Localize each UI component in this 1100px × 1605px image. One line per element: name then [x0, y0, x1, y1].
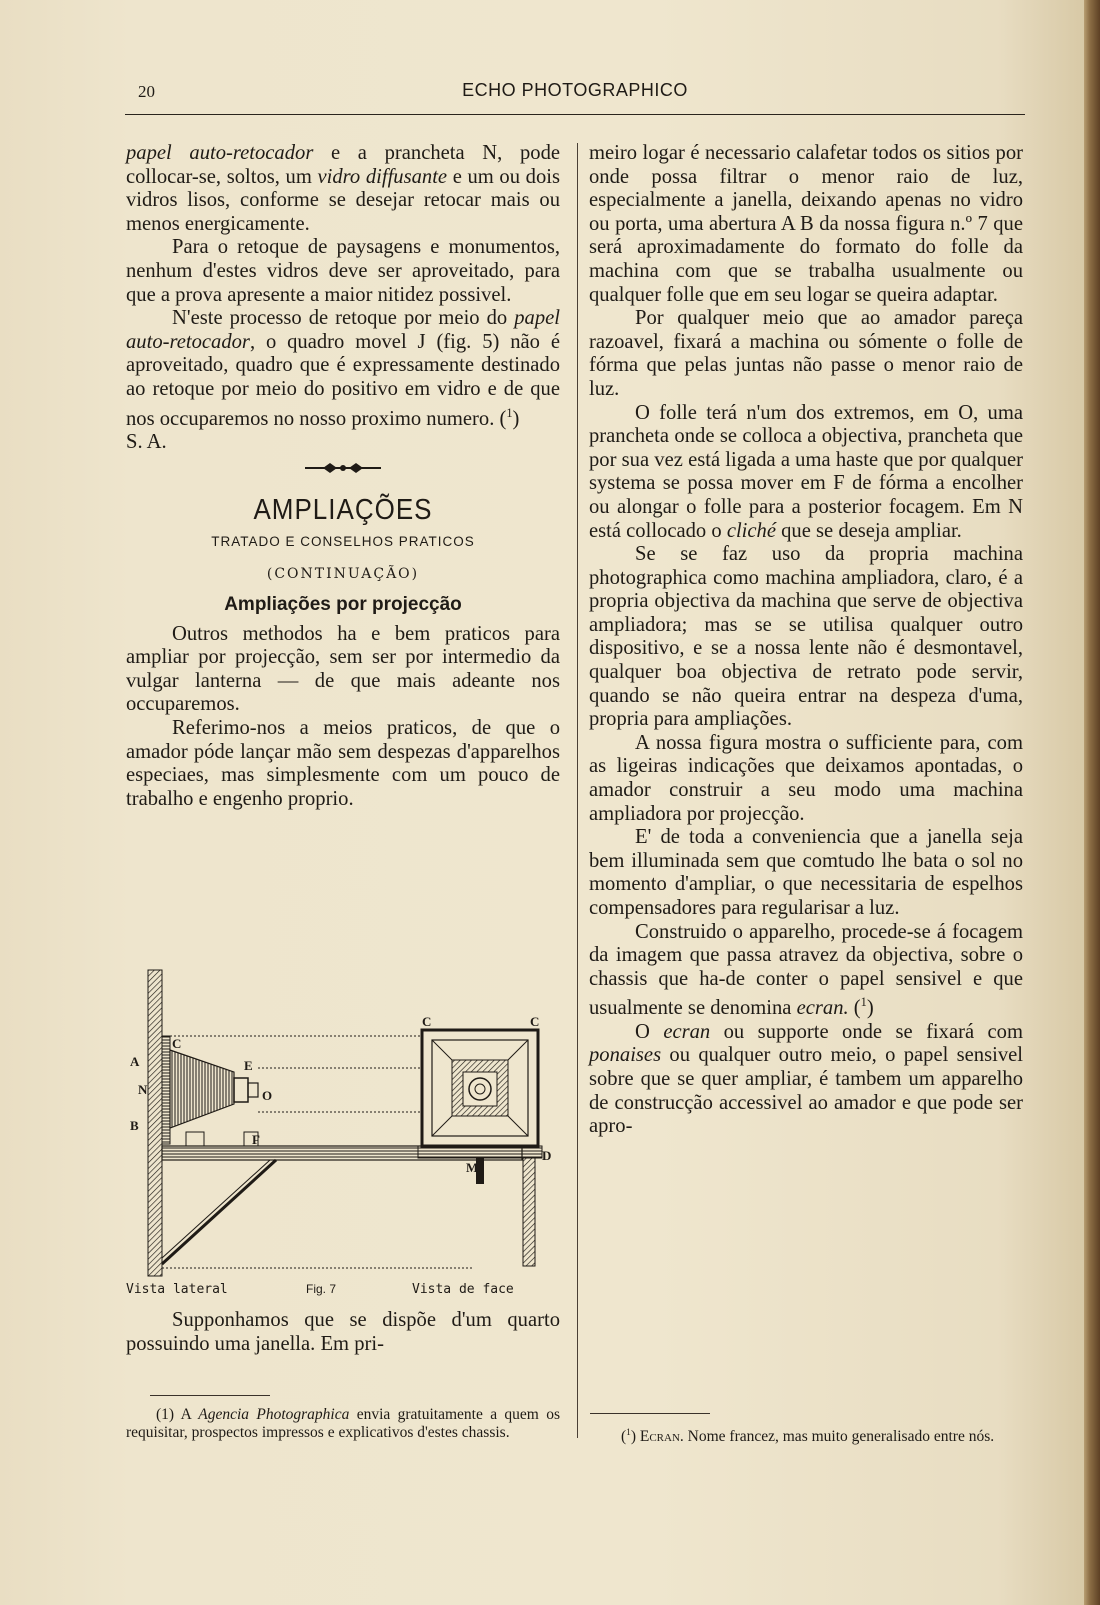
label-m: M — [466, 1160, 479, 1175]
section-continuation: (CONTINUAÇÃO) — [266, 566, 420, 583]
label-e: E — [244, 1058, 253, 1073]
label-c1: C — [172, 1036, 182, 1051]
header-rule — [125, 114, 1025, 115]
footnote-rule — [590, 1413, 710, 1414]
paragraph: Supponhamos que se dispõe d'um quarto possuindo uma janella. Em pri- — [126, 1309, 560, 1355]
paragraph: Construido o apparelho, procede-se á focagem da imagem que passa atravez da objectiva, sobre o chassis que ha-de conter o papel sensivel e que usualmente se denomina ecran. ($^1$) — [589, 920, 1023, 1020]
label-d: D — [542, 1148, 552, 1163]
paragraph: Referimo-nos a meios praticos, de que o amador póde lançar mão sem despezas d'apparelhos especiaes, mas simplesmente com um pouco de trabalho e engenho proprio. — [126, 716, 560, 810]
label-o: O — [262, 1088, 273, 1103]
running-title: ECHO PHOTOGRAPHICO — [462, 80, 688, 100]
caption-front-view: Vista de face — [412, 1282, 514, 1297]
lens-board — [234, 1078, 248, 1102]
paragraph: O ecran ou supporte onde se fixará com ponaises ou qualquer outro meio, o papel sensivel sobre que se quer ampliar, é tambem um apparelho de construcção accessivel ao amador e que pode ser apro- — [589, 1020, 1023, 1138]
paragraph: papel auto-retocador e a prancheta N, pode collocar-se, soltos, um vidro diffusante e um ou dois vidros lisos, conforme se desejar retocar mais ou menos energicamente. — [126, 142, 561, 235]
paragraph: Se se faz uso da propria machina photographica como machina ampliadora, claro, é a propria objectiva da machina que serve de objectiva ampliadora; mas se se utilisa qualquer outro dispositivo, e se a nossa lente não é desmontavel, qualquer boa objectiva de retrato pode servir, quando se não queira entrar na despeza d'uma, propria para ampliações. — [589, 543, 1023, 731]
caption-figure-number: Fig. 7 — [306, 1282, 337, 1296]
paragraph: A nossa figura mostra o sufficiente para, com as ligeiras indicações que deixamos apontadas, o amador construir a seu modo uma machina ampliadora por projecção. — [589, 731, 1023, 825]
section-title: AMPLIAÇÕES — [253, 492, 433, 526]
page-edge — [1084, 0, 1100, 1605]
footnote-left — [126, 1406, 560, 1442]
bellows — [170, 1050, 234, 1128]
caption-lateral-view: Vista lateral — [126, 1282, 228, 1297]
label-f: F — [252, 1132, 260, 1147]
left-column — [126, 142, 560, 811]
paragraph: meiro logar é necessario calafetar todos os sitios por onde possa filtrar o menor raio de luz, especialmente a janella, deixando apenas no vidro ou porta, uma abertura A B da nossa figura n.º 7 que será aproximadamente do formato do folle da machina com que se trabalha usualmente ou qualquer folle que em seu logar se queira adaptar. — [589, 142, 1023, 306]
page-number: 20 — [138, 82, 155, 101]
footnote-text: ($^1$) Ecran. Nome francez, mas muito generalisado entre nós. — [621, 1428, 995, 1446]
column-divider — [577, 143, 578, 1438]
paragraph: N'este processo de retoque por meio do papel auto-retocador, o quadro movel J (fig. 5) não é aproveitado, quadro que é expressamente destinado ao retoque por meio do positivo em vidro e de que nos occuparemos no nosso proximo numero. ($^1$) — [126, 307, 560, 430]
label-n: N — [138, 1082, 148, 1097]
figure-caption — [126, 1282, 562, 1304]
label-c3: C — [530, 1014, 540, 1029]
left-column-continued — [126, 1309, 560, 1356]
label-a: A — [130, 1054, 140, 1069]
window-frame — [162, 1036, 170, 1144]
paragraph: Outros methodos ha e bem praticos para ampliar por projecção, sem ser por intermedio da vulgar lanterna — de que mais adeante nos occuparemos. — [126, 622, 560, 716]
running-header — [120, 78, 1030, 108]
paragraph: E' de toda a conveniencia que a janella seja bem illuminada sem que comtudo lhe bata o sol no momento d'ampliar, o que necessitaria de espelhos compensadores para regularisar a luz. — [589, 826, 1023, 919]
footnote-rule — [150, 1395, 270, 1396]
author-signature: S. A. — [126, 430, 167, 453]
paragraph: Por qualquer meio que ao amador pareça razoavel, fixará a machina ou sómente o folle de fórma que pelas juntas não passe o menor raio de luz. — [589, 307, 1023, 400]
figure-7-illustration — [126, 964, 562, 1304]
subsection-title: Ampliações por projecção — [224, 593, 462, 615]
support-strut — [162, 1160, 276, 1264]
label-c2: C — [422, 1014, 432, 1029]
paragraph: Para o retoque de paysagens e monumentos, nenhum d'estes vidros deve ser aproveitado, para que a prova apresente a maior nitidez possivel. — [126, 236, 560, 306]
ornament-divider — [126, 459, 560, 483]
right-column — [589, 142, 1023, 1139]
label-b: B — [130, 1118, 139, 1133]
paragraph: O folle terá n'um dos extremos, em O, uma prancheta onde se colloca a objectiva, prancheta que por sua vez está ligada a uma haste que por qualquer systema se possa mover em F de fórma a encolher ou alongar o folle para a posterior focagem. Em N está collocado o cliché que se deseja ampliar. — [589, 401, 1023, 542]
section-subtitle: TRATADO E CONSELHOS PRATICOS — [211, 533, 475, 549]
wall — [148, 970, 162, 1276]
footnote-text: (1) A Agencia Photographica envia gratuitamente a quem os requisitar, prospectos impressos e explicativos d'estes chassis. — [126, 1406, 560, 1441]
footnote-right — [589, 1424, 1023, 1446]
